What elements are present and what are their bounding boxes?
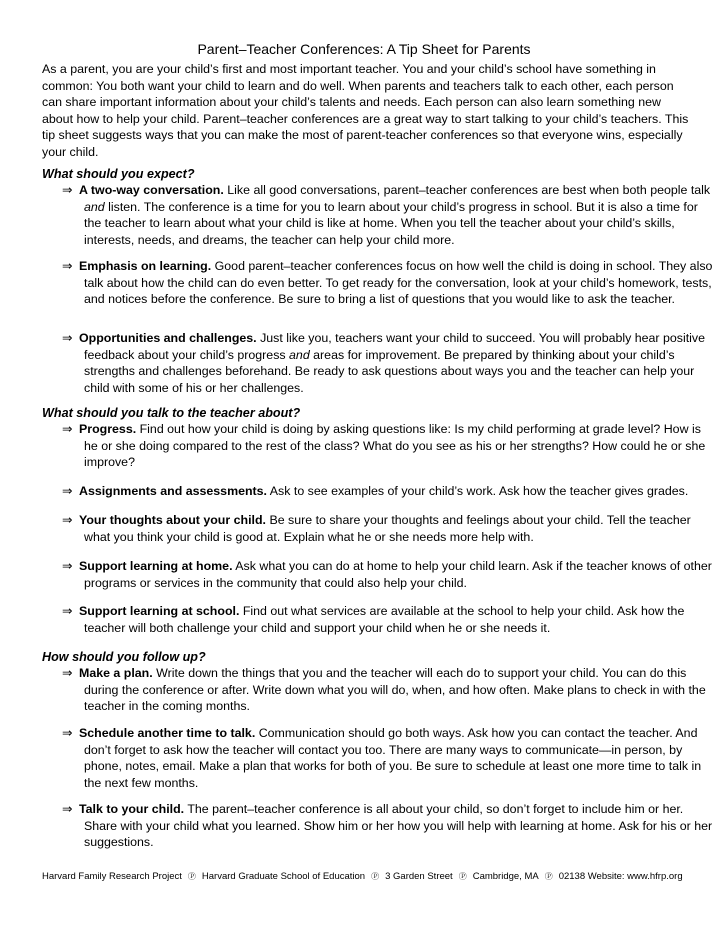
separator-icon: Ⓟ [458,872,467,881]
item-text: Good parent–teacher conferences focus on how well the child is doing in school. They also talk about how the child can do even better. To get ready for the conversation, look at your child’s homework, tests, and notices before the conference. Be sure to bring a list of questions that you would like to ask the teacher. [84,259,713,307]
footer-zip-website: 02138 Website: www.hfrp.org [558,871,683,882]
item-text: Be sure to share your thoughts and feelings about your child. Tell the teacher what you think your child is good at. Explain what he or she needs more help with. [84,513,691,544]
list-item [62,182,714,248]
item-emphasis: and [84,199,105,214]
arrow-icon: ⇒ [62,331,73,345]
item-title: Schedule another time to talk. [79,726,256,740]
arrow-icon: ⇒ [62,604,73,618]
arrow-icon: ⇒ [62,802,73,816]
item-emphasis: and [289,347,310,362]
item-text: Ask to see examples of your child’s work. Ask how the teacher gives grades. [267,484,689,498]
intro-paragraph: As a parent, you are your child’s first and most important teacher. You and your child’s school have something in common: You both want your child to learn and do well. When parents and teachers talk to each other, each person can share important information about your child’s talents and needs. Each person can also learn something new about how to help your child. Parent–teacher conferences are a great way to start talking to your child’s teachers. This tip sheet suggests ways that you can make the most of parent-teacher conferences so that everyone wins, especially your child. [42,62,689,159]
item-title: Progress. [79,422,137,436]
list-item [62,603,714,636]
arrow-icon: ⇒ [62,559,73,573]
item-text: Just like you, teachers want your child to succeed. You will probably hear positive feedback about your child’s progress [84,331,706,362]
arrow-icon: ⇒ [62,422,73,436]
separator-icon: Ⓟ [544,872,553,881]
item-text: The parent–teacher conference is all about your child, so don’t forget to include him or her. Share with your child what you learned. Show him or her how you will help with learning at home. Ask for his or her suggestions. [84,802,713,850]
separator-icon: Ⓟ [371,872,380,881]
item-title: Opportunities and challenges. [79,331,257,345]
item-text: Communication should go both ways. Ask how you can contact the teacher. And don’t forget to ask how the teacher will contact you too. There are many ways to communicate—in person, by phone, notes, email. Make a plan that works for both of you. Be sure to schedule at least one more time to talk in the next few months. [84,726,702,790]
item-text: Find out how your child is doing by asking questions like: Is my child performing at grade level? How is he or she doing compared to the rest of the class? What do you see as his or her strengths? How could he or she improve? [84,422,706,470]
footer-school: Harvard Graduate School of Education [201,871,366,882]
section-heading-talk-about: What should you talk to the teacher about? [42,406,301,420]
list-item [62,421,714,471]
footer-street: 3 Garden Street [385,871,453,882]
item-title: Emphasis on learning. [79,259,212,273]
page-footer [42,871,692,883]
list-item [62,558,714,591]
list-item [62,801,714,851]
list-item [62,483,714,500]
list-item [62,725,714,791]
list-item [62,512,714,545]
page-title: Parent–Teacher Conferences: A Tip Sheet for Parents [197,41,531,57]
arrow-icon: ⇒ [62,484,73,498]
item-title: Talk to your child. [79,802,185,816]
arrow-icon: ⇒ [62,183,73,197]
list-item [62,665,714,715]
separator-icon: Ⓟ [187,872,196,881]
footer-city: Cambridge, MA [472,871,539,882]
item-title: Your thoughts about your child. [79,513,266,527]
item-text-tail: areas for improvement. Be prepared by thinking about your child’s strengths and challenges beforehand. Be ready to ask questions about ways you and the teacher can help your child with some of his or her challenges. [84,347,695,395]
arrow-icon: ⇒ [62,726,73,740]
item-title: A two-way conversation. [79,183,224,197]
section-heading-follow-up: How should you follow up? [42,650,206,664]
section-heading-expect: What should you expect? [42,167,195,181]
footer-org: Harvard Family Research Project [42,871,182,882]
list-item [62,258,714,308]
arrow-icon: ⇒ [62,259,73,273]
item-text: Like all good conversations, parent–teacher conferences are best when both people talk [223,183,711,197]
item-title: Support learning at home. [79,559,233,573]
item-text: Find out what services are available at the school to help your child. Ask how the teacher will both challenge your child and support your child when he or she needs it. [84,604,685,635]
item-text: Ask what you can do at home to help your child learn. Ask if the teacher knows of other programs or services in the community that could also help your child. [84,559,712,590]
item-text: Write down the things that you and the teacher will each do to support your child. You can do this during the conference or after. Write down what you will do, when, and how often. Make plans to check in with the teacher in the coming months. [84,666,706,714]
item-title: Support learning at school. [79,604,240,618]
item-text-tail: listen. The conference is a time for you to learn about your child’s progress in school. But it is also a time for the teacher to learn about what your child is like at home. When you tell the teacher about your child’s skills, interests, needs, and dreams, the teacher can help your child more. [84,199,698,247]
arrow-icon: ⇒ [62,513,73,527]
item-title: Make a plan. [79,666,153,680]
list-item [62,330,714,396]
item-title: Assignments and assessments. [79,484,268,498]
arrow-icon: ⇒ [62,666,73,680]
